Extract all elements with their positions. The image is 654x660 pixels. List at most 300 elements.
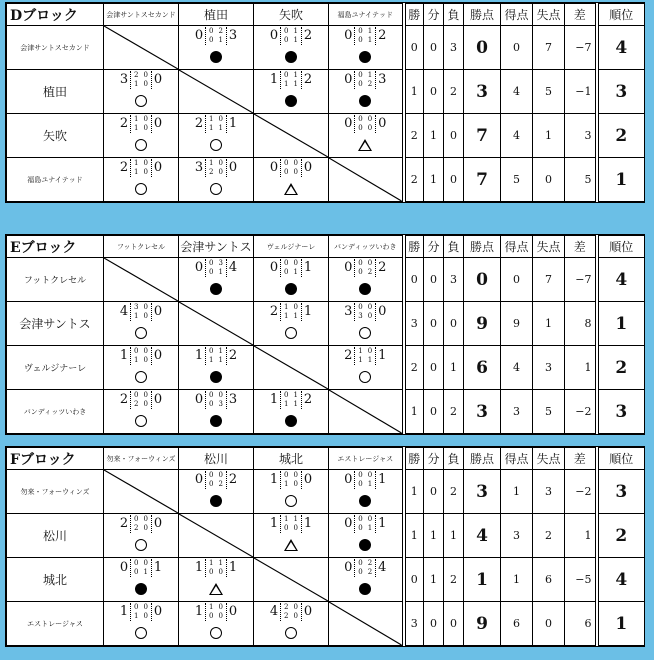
match-score	[329, 471, 402, 489]
first-half: 0 0	[209, 470, 223, 479]
half-scores	[205, 259, 227, 277]
row-team-name: 会津サントス	[7, 302, 104, 346]
first-half: 1 0	[134, 114, 148, 123]
match-score	[329, 259, 402, 277]
second-half: 0 1	[209, 35, 223, 44]
second-half: 0 1	[284, 35, 298, 44]
first-half: 0 1	[358, 70, 373, 79]
goals-for-total: 4	[501, 346, 533, 390]
goals-against: 0	[153, 304, 163, 319]
goals-against: 1	[153, 560, 163, 575]
rank: 3	[597, 390, 645, 434]
header-row	[7, 236, 645, 258]
half-scores	[130, 515, 152, 533]
match-score	[104, 347, 178, 365]
match-cell	[179, 558, 254, 602]
second-half: 0 2	[358, 267, 373, 276]
draws: 0	[424, 470, 444, 514]
goals-for: 0	[344, 472, 353, 487]
wins: 1	[404, 390, 424, 434]
match-cell	[179, 346, 254, 390]
match-score	[329, 27, 402, 45]
match-score	[104, 559, 178, 577]
second-half: 0 1	[358, 523, 373, 532]
goals-for: 0	[194, 260, 204, 275]
first-half: 1 0	[209, 602, 223, 611]
losses: 2	[444, 470, 464, 514]
result-loss-icon	[210, 371, 222, 383]
column-team-name: 松川	[179, 448, 254, 470]
rank: 1	[597, 158, 645, 202]
second-half: 3 0	[358, 311, 373, 320]
result-win-icon	[135, 627, 147, 639]
team-row	[7, 258, 645, 302]
goals-against: 1	[378, 472, 387, 487]
match-score	[179, 603, 253, 621]
goals-for: 0	[194, 392, 204, 407]
goals-for: 4	[119, 304, 129, 319]
second-half: 1 0	[134, 167, 148, 176]
goal-diff: 3	[565, 114, 597, 158]
first-half: 0 0	[134, 514, 148, 523]
rank: 4	[597, 558, 645, 602]
stat-header-gf: 得点	[501, 236, 533, 258]
second-half: 0 0	[209, 611, 223, 620]
goals-for: 2	[194, 116, 204, 131]
stat-header-ga: 失点	[533, 448, 565, 470]
diagonal-cell	[104, 258, 179, 302]
goals-for: 0	[344, 260, 353, 275]
wins: 3	[404, 302, 424, 346]
match-cell	[254, 514, 329, 558]
team-row	[7, 346, 645, 390]
draws: 1	[424, 558, 444, 602]
result-win-icon	[135, 539, 147, 551]
goals-against-total: 1	[533, 114, 565, 158]
goals-for: 4	[269, 604, 279, 619]
half-scores	[280, 303, 302, 321]
half-scores	[205, 471, 227, 489]
wins: 1	[404, 70, 424, 114]
row-team-name: 植田	[7, 70, 104, 114]
diagonal-cell	[329, 390, 404, 434]
goals-against: 1	[228, 116, 238, 131]
half-scores	[354, 259, 376, 277]
goals-for: 1	[269, 392, 279, 407]
goals-for-total: 3	[501, 514, 533, 558]
match-score	[254, 391, 328, 409]
match-cell	[329, 346, 404, 390]
rank: 4	[597, 258, 645, 302]
match-cell	[179, 258, 254, 302]
first-half: 0 1	[209, 346, 223, 355]
second-half: 1 1	[358, 355, 373, 364]
second-half: 0 3	[209, 399, 223, 408]
team-row	[7, 70, 645, 114]
second-half: 0 2	[358, 567, 373, 576]
match-score	[179, 259, 253, 277]
second-half: 2 0	[134, 399, 148, 408]
half-scores	[354, 471, 376, 489]
losses: 1	[444, 346, 464, 390]
result-draw-icon	[358, 139, 372, 151]
stat-header-points: 勝点	[464, 236, 501, 258]
goals-for: 2	[119, 516, 129, 531]
first-half: 0 1	[284, 26, 298, 35]
result-loss-icon	[285, 283, 297, 295]
result-win-icon	[285, 627, 297, 639]
goals-against: 0	[153, 392, 163, 407]
team-row	[7, 302, 645, 346]
goals-against-total: 3	[533, 346, 565, 390]
row-team-name: エストレージャス	[7, 602, 104, 646]
points: 9	[464, 602, 501, 646]
stat-header-diff: 差	[565, 448, 597, 470]
goal-diff: 1	[565, 346, 597, 390]
match-cell	[179, 390, 254, 434]
match-score	[329, 115, 402, 133]
diagonal-cell	[179, 514, 254, 558]
draws: 1	[424, 158, 444, 202]
goal-diff: −5	[565, 558, 597, 602]
half-scores	[280, 515, 302, 533]
half-scores	[130, 71, 152, 89]
second-half: 0 1	[209, 267, 223, 276]
match-score	[179, 27, 253, 45]
points: 7	[464, 158, 501, 202]
stat-header-win: 勝	[404, 236, 424, 258]
result-win-icon	[359, 371, 371, 383]
losses: 2	[444, 390, 464, 434]
goals-against: 2	[228, 472, 238, 487]
first-half: 0 0	[134, 390, 148, 399]
points: 6	[464, 346, 501, 390]
half-scores	[130, 347, 152, 365]
goal-diff: −1	[565, 70, 597, 114]
block-title: Fブロック	[7, 448, 104, 470]
first-half: 2 0	[134, 70, 148, 79]
wins: 1	[404, 514, 424, 558]
half-scores	[205, 603, 227, 621]
match-score	[254, 603, 328, 621]
match-score	[179, 115, 253, 133]
result-loss-icon	[285, 51, 297, 63]
half-scores	[205, 391, 227, 409]
draws: 0	[424, 302, 444, 346]
goals-against: 0	[378, 116, 387, 131]
goals-against: 0	[153, 348, 163, 363]
second-half: 1 0	[134, 355, 148, 364]
second-half: 0 1	[358, 479, 373, 488]
match-score	[329, 559, 402, 577]
half-scores	[354, 303, 376, 321]
goal-diff: −7	[565, 258, 597, 302]
match-score	[179, 559, 253, 577]
wins: 1	[404, 470, 424, 514]
goals-for: 0	[269, 160, 279, 175]
stat-header-rank: 順位	[597, 448, 645, 470]
goals-for-total: 4	[501, 114, 533, 158]
first-half: 0 0	[358, 470, 373, 479]
second-half: 0 0	[284, 523, 298, 532]
half-scores	[130, 559, 152, 577]
goals-against: 0	[303, 160, 313, 175]
stat-header-draw: 分	[424, 236, 444, 258]
rank: 1	[597, 302, 645, 346]
result-loss-icon	[210, 415, 222, 427]
match-score	[254, 27, 328, 45]
draws: 0	[424, 70, 444, 114]
first-half: 3 0	[134, 302, 148, 311]
goals-against: 0	[303, 604, 313, 619]
team-row	[7, 390, 645, 434]
draws: 0	[424, 26, 444, 70]
league-block	[5, 234, 645, 435]
first-half: 1 0	[284, 302, 298, 311]
result-loss-icon	[359, 95, 371, 107]
draws: 1	[424, 114, 444, 158]
team-row	[7, 514, 645, 558]
goals-for-total: 1	[501, 558, 533, 602]
half-scores	[280, 159, 302, 177]
second-half: 1 1	[284, 399, 298, 408]
goal-diff: 5	[565, 158, 597, 202]
match-cell	[329, 302, 404, 346]
goals-against: 2	[378, 260, 387, 275]
goals-against: 2	[303, 72, 313, 87]
first-half: 1 0	[209, 114, 223, 123]
goals-against: 1	[378, 516, 387, 531]
result-draw-icon	[209, 583, 223, 595]
goal-diff: −2	[565, 390, 597, 434]
team-row	[7, 26, 645, 70]
goals-against: 2	[228, 348, 238, 363]
wins: 0	[404, 26, 424, 70]
wins: 0	[404, 558, 424, 602]
match-score	[104, 303, 178, 321]
column-team-name: 勿来・フォーウィンズ	[104, 448, 179, 470]
second-half: 0 1	[134, 567, 148, 576]
second-half: 0 2	[209, 479, 223, 488]
diagonal-cell	[329, 158, 404, 202]
row-team-name: 会津サントスセカンド	[7, 26, 104, 70]
goals-for: 1	[194, 604, 204, 619]
match-cell	[254, 258, 329, 302]
result-win-icon	[135, 327, 147, 339]
second-half: 1 1	[209, 355, 223, 364]
half-scores	[130, 115, 152, 133]
column-team-name: 植田	[179, 4, 254, 26]
match-cell	[329, 26, 404, 70]
second-half: 0 0	[209, 567, 223, 576]
match-score	[329, 303, 402, 321]
match-cell	[254, 602, 329, 646]
first-half: 0 2	[358, 558, 373, 567]
goals-against: 3	[228, 28, 238, 43]
second-half: 0 1	[284, 267, 298, 276]
goals-for: 0	[194, 28, 204, 43]
losses: 3	[444, 26, 464, 70]
goals-for: 0	[344, 72, 353, 87]
wins: 2	[404, 346, 424, 390]
league-block	[5, 446, 645, 647]
match-score	[329, 515, 402, 533]
first-half: 0 0	[134, 558, 148, 567]
first-half: 0 1	[284, 70, 298, 79]
column-team-name: バンディッツいわき	[329, 236, 404, 258]
first-half: 0 0	[284, 258, 298, 267]
result-loss-icon	[210, 51, 222, 63]
goals-for: 3	[119, 72, 129, 87]
goals-against: 3	[228, 392, 238, 407]
result-loss-icon	[359, 539, 371, 551]
losses: 0	[444, 302, 464, 346]
first-half: 0 0	[284, 158, 298, 167]
rank: 1	[597, 602, 645, 646]
first-half: 0 0	[209, 390, 223, 399]
points: 9	[464, 302, 501, 346]
header-row	[7, 4, 645, 26]
match-score	[254, 71, 328, 89]
goals-for: 2	[119, 392, 129, 407]
match-score	[104, 71, 178, 89]
stat-header-points: 勝点	[464, 448, 501, 470]
goals-for-total: 4	[501, 70, 533, 114]
match-cell	[329, 258, 404, 302]
match-score	[329, 71, 402, 89]
result-loss-icon	[285, 95, 297, 107]
half-scores	[205, 27, 227, 45]
diagonal-cell	[329, 602, 404, 646]
goals-for: 0	[344, 560, 353, 575]
block-title: Dブロック	[7, 4, 104, 26]
stat-header-diff: 差	[565, 236, 597, 258]
rank: 4	[597, 26, 645, 70]
goals-for: 0	[194, 472, 204, 487]
goals-for: 0	[344, 28, 353, 43]
match-score	[254, 515, 328, 533]
stat-header-rank: 順位	[597, 236, 645, 258]
goals-against: 0	[153, 160, 163, 175]
match-cell	[104, 302, 179, 346]
team-row	[7, 114, 645, 158]
points: 4	[464, 514, 501, 558]
result-win-icon	[135, 371, 147, 383]
match-cell	[254, 302, 329, 346]
goal-diff: −7	[565, 26, 597, 70]
goals-for: 0	[344, 116, 353, 131]
stat-header-win: 勝	[404, 4, 424, 26]
match-score	[104, 159, 178, 177]
half-scores	[280, 603, 302, 621]
goals-against-total: 0	[533, 158, 565, 202]
losses: 0	[444, 602, 464, 646]
column-team-name: 会津サントスセカンド	[104, 4, 179, 26]
wins: 3	[404, 602, 424, 646]
result-win-icon	[210, 183, 222, 195]
first-half: 1 1	[284, 514, 298, 523]
stat-header-diff: 差	[565, 4, 597, 26]
stat-header-ga: 失点	[533, 236, 565, 258]
second-half: 1 0	[284, 479, 298, 488]
half-scores	[280, 27, 302, 45]
draws: 1	[424, 514, 444, 558]
goal-diff: 6	[565, 602, 597, 646]
block-title: Eブロック	[7, 236, 104, 258]
match-cell	[329, 114, 404, 158]
match-score	[179, 347, 253, 365]
second-half: 0 2	[358, 79, 373, 88]
points: 7	[464, 114, 501, 158]
standings-table	[6, 235, 645, 434]
goals-for-total: 3	[501, 390, 533, 434]
goals-against-total: 7	[533, 26, 565, 70]
rank: 2	[597, 346, 645, 390]
column-team-name: 福島ユナイテッド	[329, 4, 404, 26]
result-loss-icon	[359, 283, 371, 295]
half-scores	[280, 471, 302, 489]
goal-diff: 8	[565, 302, 597, 346]
goals-against-total: 0	[533, 602, 565, 646]
points: 0	[464, 258, 501, 302]
first-half: 0 0	[358, 258, 373, 267]
second-half: 2 0	[284, 611, 298, 620]
match-cell	[179, 158, 254, 202]
half-scores	[205, 347, 227, 365]
match-cell	[254, 390, 329, 434]
wins: 2	[404, 114, 424, 158]
result-loss-icon	[135, 583, 147, 595]
draws: 0	[424, 390, 444, 434]
rank: 3	[597, 70, 645, 114]
match-cell	[104, 602, 179, 646]
goals-for: 3	[194, 160, 204, 175]
match-score	[104, 115, 178, 133]
match-cell	[179, 114, 254, 158]
stat-header-rank: 順位	[597, 4, 645, 26]
row-team-name: ヴェルジナーレ	[7, 346, 104, 390]
half-scores	[280, 391, 302, 409]
goals-for: 1	[269, 72, 279, 87]
losses: 3	[444, 258, 464, 302]
goals-for: 1	[269, 516, 279, 531]
result-win-icon	[135, 183, 147, 195]
standings-table	[6, 447, 645, 646]
result-win-icon	[359, 327, 371, 339]
points: 3	[464, 390, 501, 434]
goals-against: 2	[303, 392, 313, 407]
goals-against-total: 7	[533, 258, 565, 302]
match-cell	[329, 558, 404, 602]
team-row	[7, 602, 645, 646]
half-scores	[205, 115, 227, 133]
goals-against: 1	[303, 304, 313, 319]
goals-against-total: 5	[533, 70, 565, 114]
diagonal-cell	[254, 114, 329, 158]
goals-against: 4	[228, 260, 238, 275]
team-row	[7, 558, 645, 602]
match-score	[104, 515, 178, 533]
result-win-icon	[135, 415, 147, 427]
goals-against-total: 2	[533, 514, 565, 558]
diagonal-cell	[104, 470, 179, 514]
column-team-name: フットクレセル	[104, 236, 179, 258]
result-draw-icon	[284, 539, 298, 551]
stat-header-draw: 分	[424, 4, 444, 26]
match-cell	[104, 70, 179, 114]
stat-header-loss: 負	[444, 448, 464, 470]
column-team-name: エストレージャス	[329, 448, 404, 470]
